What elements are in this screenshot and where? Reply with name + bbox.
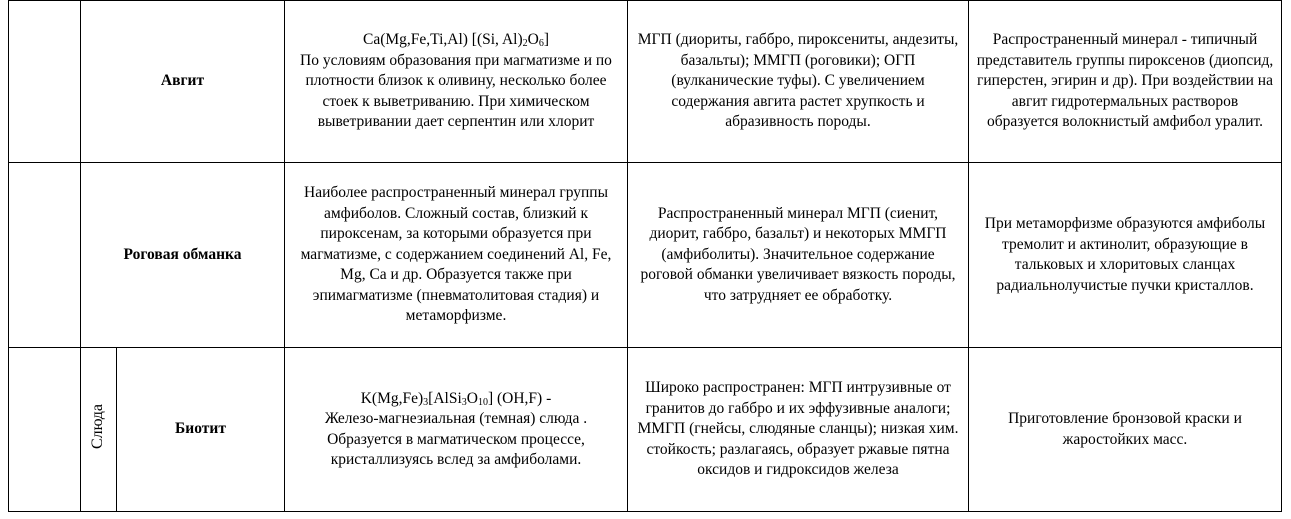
table-row-hornblende <box>9 163 1282 348</box>
description-text-biotite: Железо-магнезиальная (темная) слюда . Образуется в магматическом процессе, кристаллизуясь вслед за амфиболами. <box>324 410 588 468</box>
mineral-name-hornblende: Роговая обманка <box>81 163 285 348</box>
occurrence-cell-biotite: Широко распространен: МГП интрузивные от гранитов до габбро и их эффузивные аналоги; ММГП (гнейсы, слюдяные сланцы); низкая хим. стойкость; разлагаясь, образует ржавые пятна оксидов и гидроксидов железа <box>628 348 969 512</box>
formula-augite: Ca(Mg,Fe,Ti,Al) [(Si, $Al)_2O_6$] <box>363 31 549 50</box>
left-margin-cell <box>9 1 81 163</box>
mineral-name-augite: Авгит <box>81 1 285 163</box>
group-label-mica: Слюда <box>89 403 107 449</box>
description-text-augite: По условиям образования при магматизме и по плотности близок к оливину, несколько более стоек к выветриванию. При химическом выветривании дает серпентин или хлорит <box>300 51 612 131</box>
notes-cell-biotite: Приготовление бронзовой краски и жаростойких масс. <box>969 348 1282 512</box>
left-margin-cell <box>9 163 81 348</box>
description-cell-biotite <box>285 348 628 512</box>
notes-cell-hornblende: При метаморфизме образуются амфиболы тремолит и актинолит, образующие в тальковых и хлоритовых сланцах радиальнолучистые пучки кристаллов. <box>969 163 1282 348</box>
minerals-table <box>8 0 1282 512</box>
table-row-biotite <box>9 348 1282 512</box>
mineral-name-biotite: Биотит <box>117 348 285 512</box>
description-cell-augite <box>285 1 628 163</box>
notes-cell-augite: Распространенный минерал - типичный представитель группы пироксенов (диопсид, гиперстен, эгирин и др). При воздействии на авгит гидротермальных растворов образуется волокнистый амфибол уралит. <box>969 1 1282 163</box>
description-cell-hornblende: Наиболее распространенный минерал группы амфиболов. Сложный состав, близкий к пироксенам, за которыми образуется при магматизме, с содержанием соединений Al, Fe, Mg, Ca и др. Образуется также при эпимагматизме (пневматолитовая стадия) и метаморфизме. <box>285 163 628 348</box>
table-row-augite <box>9 1 1282 163</box>
occurrence-cell-hornblende: Распространенный минерал МГП (сиенит, диорит, габбро, базальт) и некоторых ММГП (амфиболиты). Значительное содержание роговой обманки увеличивает вязкость породы, что затрудняет ее обработку. <box>628 163 969 348</box>
occurrence-cell-augite: МГП (диориты, габбро, пироксениты, андезиты, базальты); ММГП (роговики); ОГП (вулканические туфы). С увеличением содержания авгита растет хрупкость и абразивность породы. <box>628 1 969 163</box>
group-cell-mica <box>81 348 117 512</box>
left-margin-cell <box>9 348 81 512</box>
formula-biotite: $K(Mg,Fe)_3[AlSi_3O_{10}]$ (OH,F) - <box>360 389 552 408</box>
